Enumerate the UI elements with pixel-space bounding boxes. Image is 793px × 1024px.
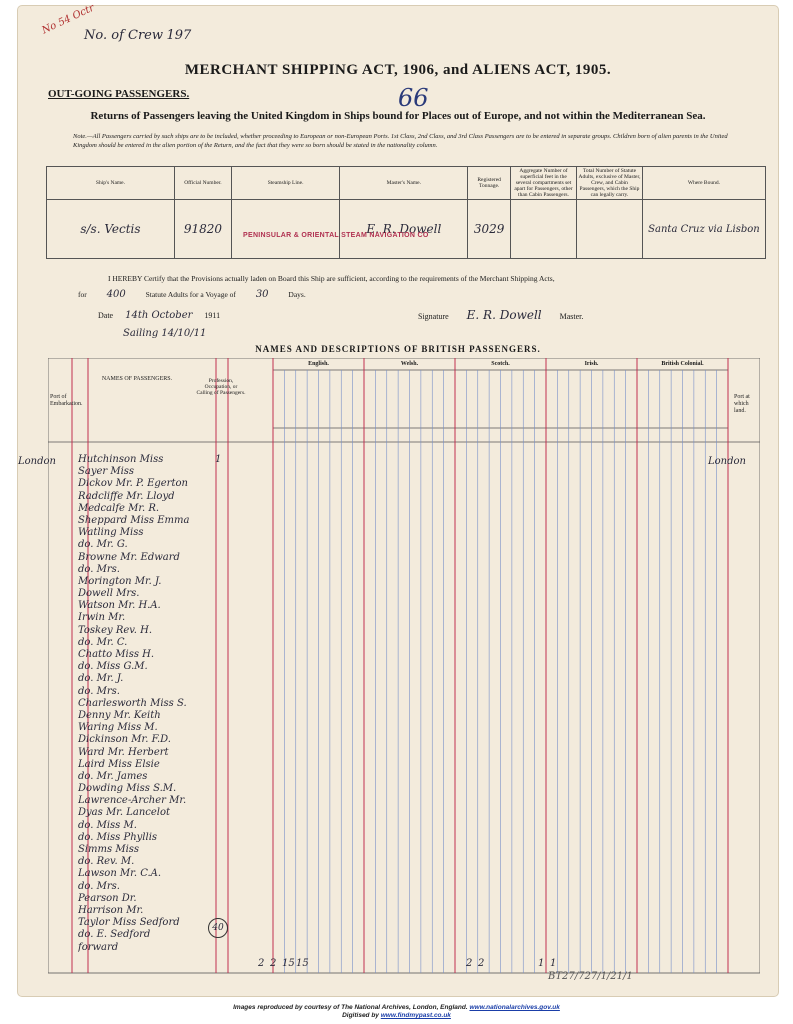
adults-value: 400 — [106, 289, 126, 300]
total-1: 2 — [258, 958, 265, 969]
days-value: 30 — [255, 289, 269, 300]
superficial-feet-value — [510, 200, 576, 259]
corner-mark: No 54 Octr — [40, 2, 97, 37]
col-tonnage: Registered Tonnage. — [468, 167, 510, 200]
adults-label: Statute Adults for a Voyage of — [145, 290, 236, 299]
total-7: 1 — [538, 958, 545, 969]
passenger-entry: Medcalfe Mr. R. — [78, 502, 160, 514]
passenger-entry: Ward Mr. Herbert — [78, 746, 169, 758]
col-superficial-feet: Aggregate Number of superficial feet in the several compartments set apart for Passengers, other than Cabin Passengers. — [510, 167, 576, 200]
findmypast-link[interactable]: www.findmypast.co.uk — [380, 1012, 451, 1019]
passenger-entry: do. Mrs. — [78, 563, 120, 575]
passenger-entry: Dickinson Mr. F.D. — [78, 734, 171, 746]
where-bound-value: Santa Cruz via Lisbon — [642, 200, 765, 259]
for-label: for — [78, 290, 87, 299]
passenger-entry: do. Mr. G. — [78, 539, 128, 551]
col-steamship-line: Steamship Line. — [231, 167, 339, 200]
signature-line — [418, 308, 583, 322]
signature-label: Signature — [418, 312, 449, 321]
page-number: 66 — [398, 84, 429, 112]
passenger-entry: do. Miss G.M. — [78, 661, 148, 673]
tonnage-value: 3029 — [468, 200, 510, 259]
svg-text:Port of: Port of — [50, 394, 67, 400]
group-british-colonial: British Colonial. — [661, 361, 704, 367]
total-4: 15 — [296, 958, 309, 969]
passenger-entry: Dowell Mrs. — [78, 588, 140, 600]
passenger-entry: do. Rev. M. — [78, 856, 135, 868]
passenger-entry: Watling Miss — [78, 527, 144, 539]
profession-column-header: Profession, Occupation, or Calling of Passengers. — [196, 378, 246, 396]
certificate-line2 — [78, 289, 306, 300]
svg-text:land.: land. — [734, 408, 746, 414]
passenger-entry: Hutchinson Miss — [78, 454, 164, 465]
ship-details-table — [46, 166, 766, 259]
year-value: 1911 — [204, 311, 221, 320]
passenger-entry: Dowding Miss S.M. — [78, 783, 177, 795]
passenger-class: 1 — [215, 454, 222, 465]
names-column-header: NAMES OF PASSENGERS. — [101, 376, 173, 382]
official-number-value: 91820 — [174, 200, 231, 259]
passenger-entry: Sayer Miss — [78, 466, 135, 478]
days-label: Days. — [288, 290, 306, 299]
passenger-entry: Taylor Miss Sedford — [78, 917, 180, 929]
crew-label: No. of Crew — [84, 28, 163, 43]
passenger-entry: Lawrence-Archer Mr. — [78, 795, 187, 807]
total-5: 2 — [466, 958, 473, 969]
instruction-note: Note.—All Passengers carried by such ships are to be included, whether proceeding to European or non-European Ports. 1st Class, 2nd Class, and 3rd Class Passengers are to be entered in separate groups. Children born of alien parents in the United Kingdom should be entered in the alien portion of the Return, and the fact that they were so born should be stated in the nationality column. — [73, 133, 728, 149]
date-line — [98, 310, 220, 321]
passenger-entry: Laird Miss Elsie — [78, 758, 160, 770]
passenger-entry: Charlesworth Miss S. — [78, 697, 187, 709]
document-title: MERCHANT SHIPPING ACT, 1906, and ALIENS ACT, 1905. — [184, 62, 612, 78]
line-stamp: PENINSULAR & ORIENTAL STEAM NAVIGATION CO — [243, 232, 429, 239]
passenger-entry: Dyas Mr. Lancelot — [78, 807, 171, 819]
passenger-entry: Morington Mr. J. — [78, 575, 162, 587]
circled-count: 40 — [208, 918, 228, 938]
footer-line1: Images reproduced by courtesy of The National Archives, London, England. — [233, 1004, 468, 1011]
col-master: Master's Name. — [340, 167, 468, 200]
passenger-entry: do. Mr. James — [78, 770, 148, 782]
footer-line2: Digitised by — [342, 1012, 379, 1019]
statute-adults-value — [577, 200, 643, 259]
svg-text:Port at: Port at — [734, 394, 750, 400]
svg-text:which: which — [734, 401, 749, 407]
svg-text:Embarkation.: Embarkation. — [50, 401, 83, 407]
sailing-date: Sailing 14/10/11 — [123, 328, 207, 339]
passenger-entry: Pearson Dr. — [78, 892, 137, 904]
group-scotch: Scotch. — [491, 361, 510, 367]
total-2: 2 — [270, 958, 277, 969]
passenger-entry: Harrison Mr. — [78, 904, 144, 916]
date-value: 14th October — [125, 310, 193, 321]
certificate-text: I HEREBY Certify that the Provisions actually laden on Board this Ship are sufficient, according to the requirements of the Merchant Shipping Acts, — [108, 274, 555, 283]
crew-value: 197 — [166, 28, 192, 43]
passenger-entry: do. Mrs. — [78, 685, 120, 697]
passenger-entry: Sheppard Miss Emma — [78, 514, 190, 526]
passenger-entry: Waring Miss M. — [78, 722, 158, 734]
passenger-entry: do. Mr. J. — [78, 673, 124, 685]
total-6: 2 — [478, 958, 485, 969]
passenger-entry: Chatto Miss H. — [78, 649, 155, 660]
port-of-landing: London — [708, 456, 746, 467]
passenger-entry: Denny Mr. Keith — [78, 709, 161, 721]
archive-reference: BT27/727/1/21/1 — [548, 971, 633, 982]
passenger-entry: do. E. Sedford — [78, 929, 151, 941]
date-label: Date — [98, 311, 114, 320]
national-archives-link[interactable]: www.nationalarchives.gov.uk — [469, 1004, 560, 1011]
signature-value: E. R. Dowell — [466, 308, 542, 322]
passenger-entry: do. Mr. C. — [78, 636, 128, 648]
passenger-entry: Simms Miss — [78, 844, 140, 855]
port-of-embarkation: London — [18, 456, 56, 467]
passenger-entry: Lawson Mr. C.A. — [78, 868, 162, 880]
section-heading: OUT-GOING PASSENGERS. — [48, 88, 190, 100]
passenger-entry: forward — [78, 941, 119, 953]
document-subtitle: Returns of Passengers leaving the United Kingdom in Ships bound for Places out of Europe, and not within the Mediterranean Sea. — [90, 110, 706, 122]
group-english: English. — [308, 361, 329, 367]
group-irish: Irish. — [584, 361, 599, 367]
footer-credits — [0, 1004, 793, 1020]
passenger-entry: Toskey Rev. H. — [78, 624, 153, 636]
steamship-line-value — [231, 200, 339, 259]
master-label: Master. — [559, 312, 584, 321]
passenger-entry: do. Miss M. — [78, 819, 137, 831]
master-value: E. R. Dowell — [340, 200, 468, 259]
passenger-entry: Browne Mr. Edward — [78, 551, 180, 563]
total-8: 1 — [550, 958, 557, 969]
passengers-section-title: NAMES AND DESCRIPTIONS OF BRITISH PASSENGERS. — [255, 344, 541, 354]
col-statute-adults: Total Number of Statute Adults, exclusive of Master, Crew, and Cabin Passengers, which the Ship can legally carry. — [578, 168, 641, 198]
col-official-number: Official Number. — [174, 167, 231, 200]
passenger-entry: Irwin Mr. — [78, 612, 126, 624]
crew-count — [84, 28, 191, 43]
group-welsh: Welsh. — [400, 361, 419, 367]
passenger-entry: do. Miss Phyllis — [78, 831, 158, 843]
total-3: 15 — [282, 958, 295, 969]
ship-name-value: s/s. Vectis — [47, 200, 175, 259]
document-page — [18, 2, 778, 996]
passenger-entry: do. Mrs. — [78, 880, 120, 892]
passenger-entry: Dickov Mr. P. Egerton — [78, 478, 188, 490]
col-ship-name: Ship's Name. — [47, 167, 175, 200]
passenger-entry: Watson Mr. H.A. — [78, 600, 161, 612]
col-where-bound: Where Bound. — [642, 167, 765, 200]
passenger-entry: Radcliffe Mr. Lloyd — [78, 490, 175, 502]
passenger-list — [78, 454, 208, 954]
